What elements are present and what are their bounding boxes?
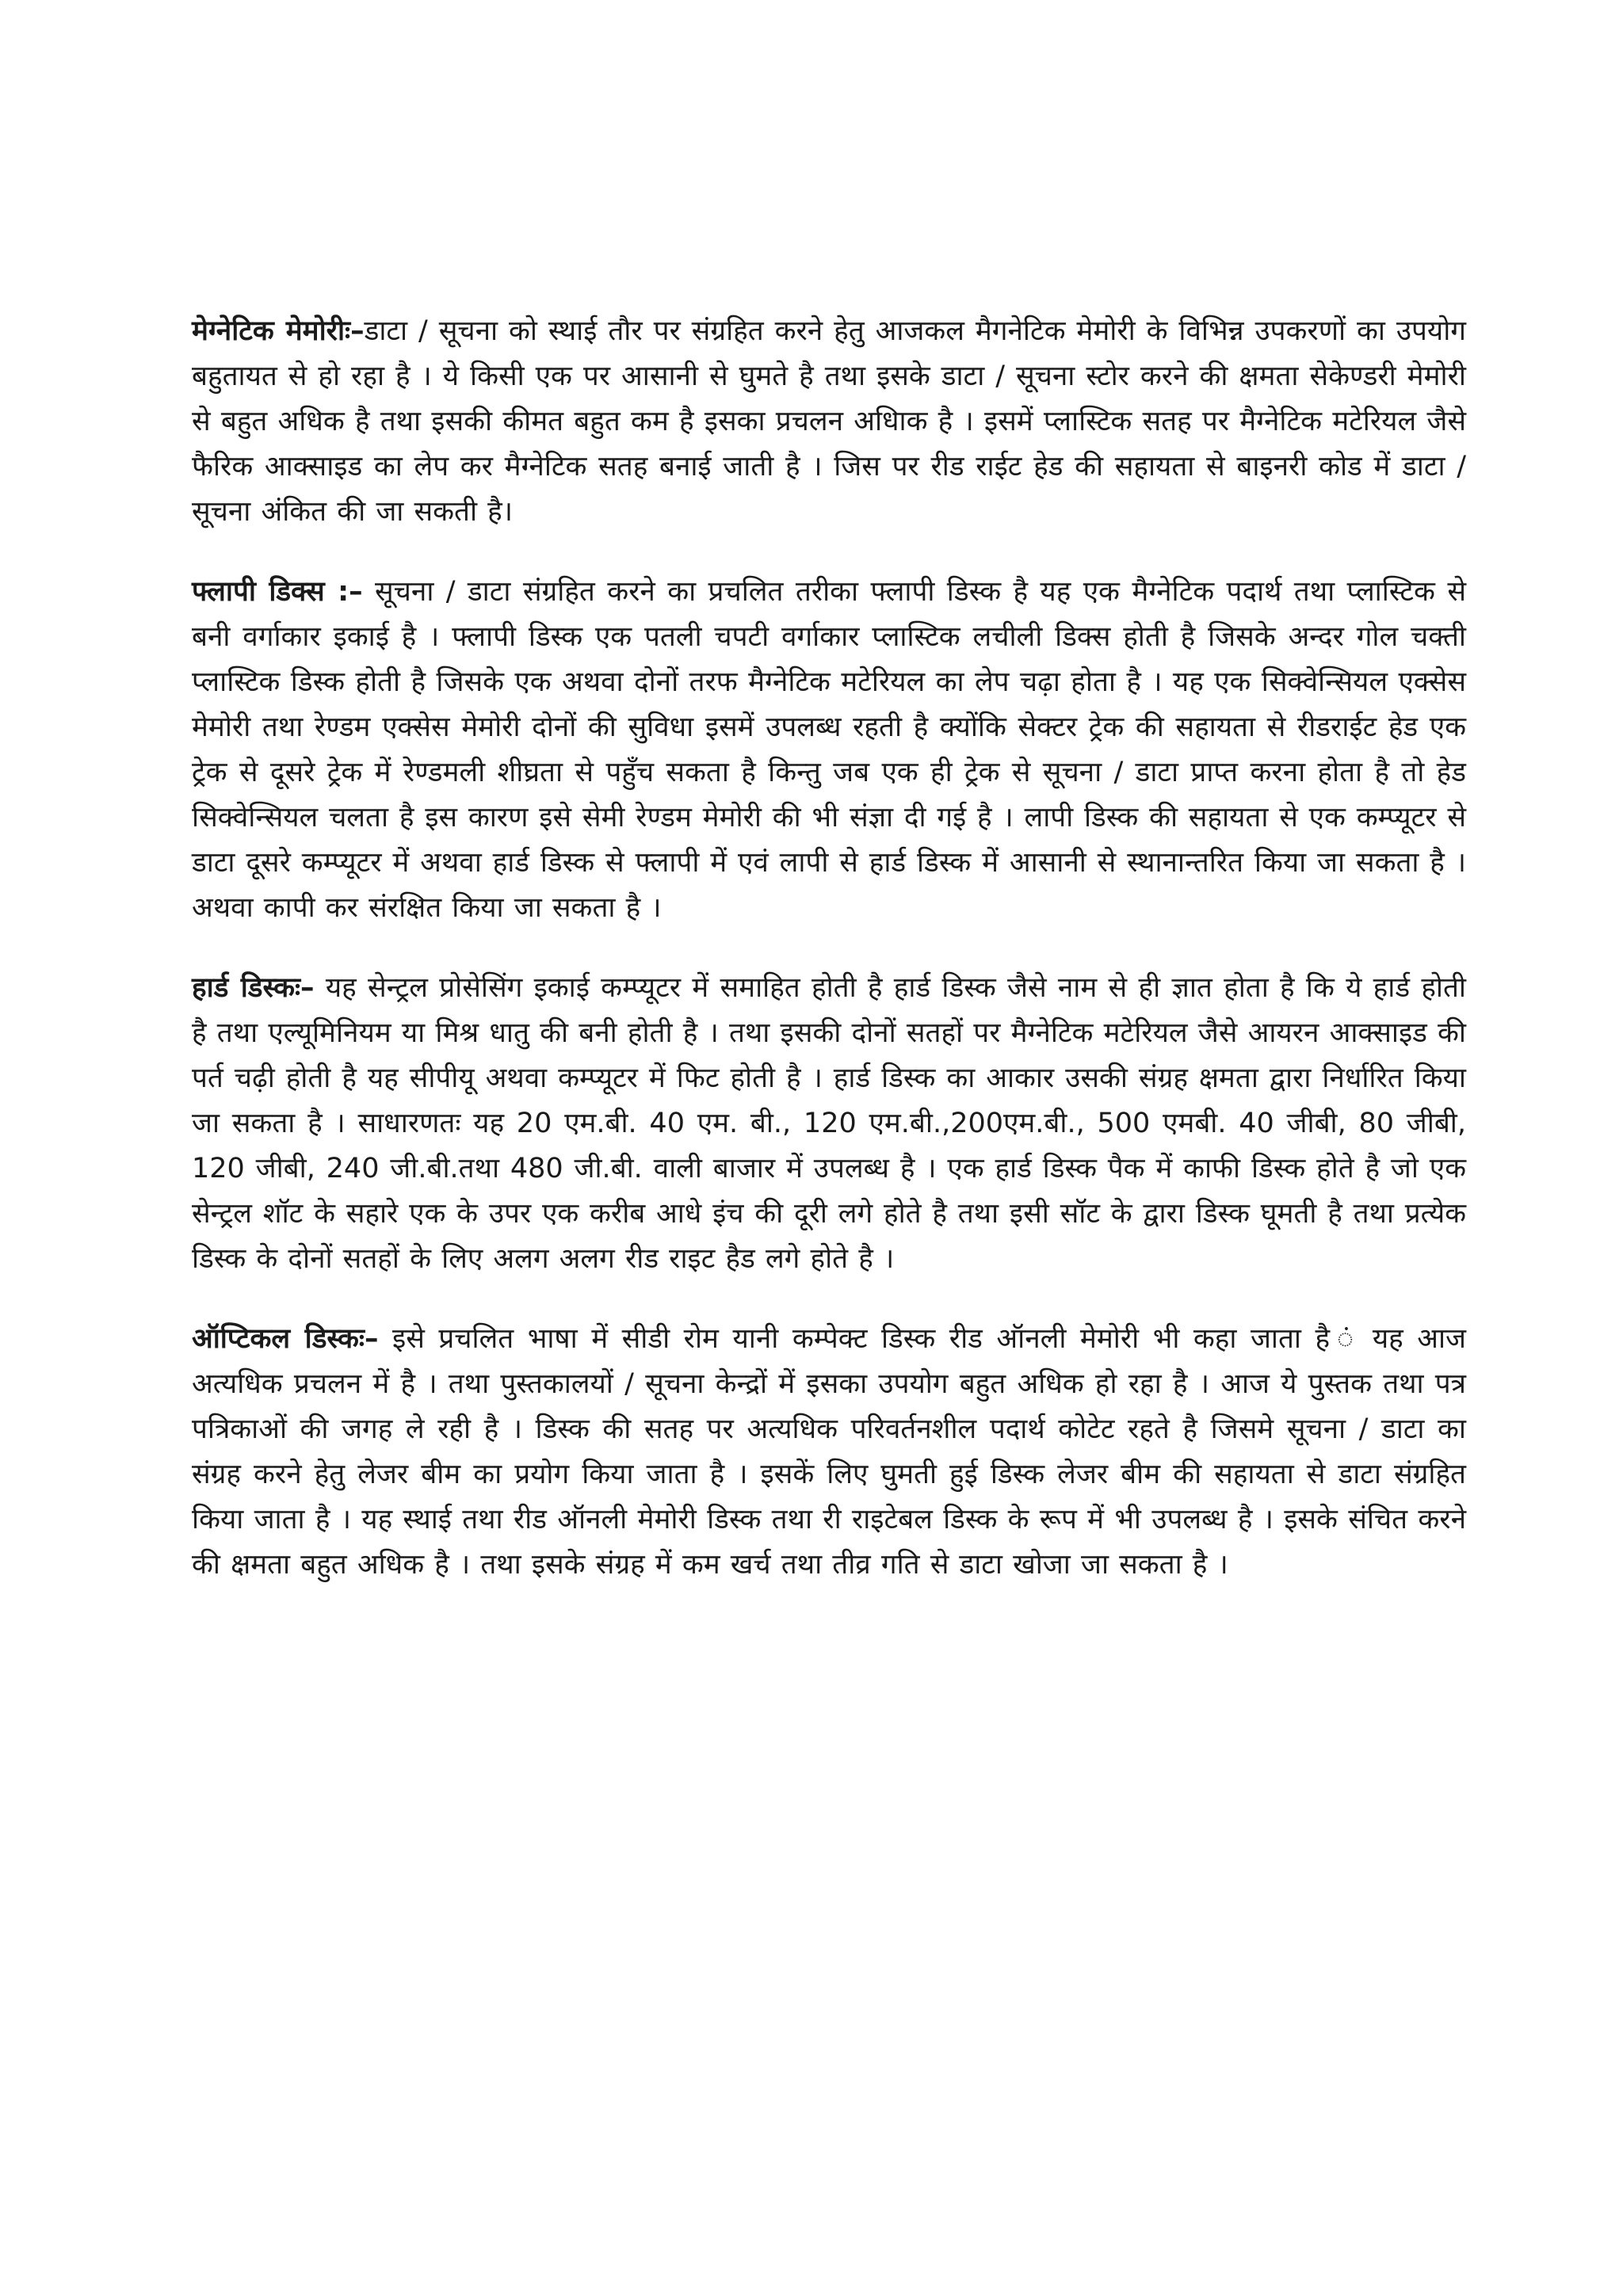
- hard-disk-body: यह सेन्ट्रल प्रोसेसिंग इकाई कम्प्यूटर में समाहित होती है हार्ड डिस्क जैसे नाम से ही ज्ञात होता है कि ये हार्ड होती है तथा एल्यूमिनियम या मिश्र धातु की बनी होती है । तथा इसकी दोनों सतहों पर मैग्नेटिक मटेरियल जैसे आयरन आक्साइड की पर्त चढ़ी होती है यह सीपीयू अथवा कम्प्यूटर में फिट होती है । हार्ड डिस्क का आकार उसकी संग्रह क्षमता द्वारा निर्धारित किया जा सकता है । साधारणतः यह 20 एम.बी. 40 एम. बी., 120 एम.बी.,200एम.बी., 500 एमबी. 40 जीबी, 80 जीबी, 120 जीबी, 240 जी.बी.तथा 480 जी.बी. वाली बाजार में उपलब्ध है । एक हार्ड डिस्क पैक में काफी डिस्क होते है जो एक सेन्ट्रल शॉट के सहारे एक के उपर एक करीब आधे इंच की दूरी लगे होते है तथा इसी सॉट के द्वारा डिस्क घूमती है तथा प्रत्येक डिस्क के दोनों सतहों के लिए अलग अलग रीड राइट हैड लगे होते है ।: [192, 972, 1466, 1275]
- floppy-disk-body: सूचना / डाटा संग्रहित करने का प्रचलित तरीका फ्लापी डिस्क है यह एक मैग्नेटिक पदार्थ तथा प्लास्टिक से बनी वर्गाकार इकाई है । फ्लापी डिस्क एक पतली चपटी वर्गाकार प्लास्टिक लचीली डिक्स होती है जिसके अन्दर गोल चक्ती प्लास्टिक डिस्क होती है जिसके एक अथवा दोनों तरफ मैग्नेटिक मटेरियल का लेप चढ़ा होता है । यह एक सिक्वेन्सियल एक्सेस मेमोरी तथा रेण्डम एक्सेस मेमोरी दोनों की सुविधा इसमें उपलब्ध रहती है क्योंकि सेक्टर ट्रेक की सहायता से रीडराईट हेड एक ट्रेक से दूसरे ट्रेक में रेण्डमली शीघ्रता से पहुँच सकता है किन्तु जब एक ही ट्रेक से सूचना / डाटा प्राप्त करना होता है तो हेड सिक्वेन्सियल चलता है इस कारण इसे सेमी रेण्डम मेमोरी की भी संज्ञा दी गई है । लापी डिस्क की सहायता से एक कम्प्यूटर से डाटा दूसरे कम्प्यूटर में अथवा हार्ड डिस्क से फ्लापी में एवं लापी से हार्ड डिस्क में आसानी से स्थानान्तरित किया जा सकता है । अथवा कापी कर संरक्षित किया जा सकता है ।: [192, 576, 1466, 924]
- magnetic-memory-paragraph: [192, 309, 1466, 535]
- hard-disk-paragraph: [192, 966, 1466, 1282]
- optical-disk-body: इसे प्रचलित भाषा में सीडी रोम यानी कम्पेक्ट डिस्क रीड ऑनली मेमोरी भी कहा जाता है ं यह आज अत्यधिक प्रचलन में है । तथा पुस्तकालयों / सूचना केन्द्रों में इसका उपयोग बहुत अधिक हो रहा है । आज ये पुस्तक तथा पत्र पत्रिकाओं की जगह ले रही है । डिस्क की सतह पर अत्यधिक परिवर्तनशील पदार्थ कोटेट रहते है जिसमे सूचना / डाटा का संग्रह करने हेतु लेजर बीम का प्रयोग किया जाता है । इसकें लिए घुमती हुई डिस्क लेजर बीम की सहायता से डाटा संग्रहित किया जाता है । यह स्थाई तथा रीड ऑनली मेमोरी डिस्क तथा री राइटेबल डिस्क के रूप में भी उपलब्ध है । इसके संचित करने की क्षमता बहुत अधिक है । तथा इसके संग्रह में कम खर्च तथा तीव्र गति से डाटा खोजा जा सकता है ।: [192, 1323, 1466, 1581]
- floppy-disk-paragraph: [192, 570, 1466, 931]
- floppy-disk-heading: फ्लापी डिक्स :–: [192, 576, 363, 608]
- optical-disk-heading: ऑप्टिकल डिस्कः–: [192, 1323, 379, 1355]
- document-page: [192, 309, 1466, 1623]
- hard-disk-heading: हार्ड डिस्कः–: [192, 972, 315, 1004]
- magnetic-memory-heading: मेग्नेटिक मेमोरीः–: [192, 315, 365, 347]
- optical-disk-paragraph: [192, 1317, 1466, 1588]
- magnetic-memory-body: डाटा / सूचना को स्थाई तौर पर संग्रहित करने हेतु आजकल मैगनेटिक मेमोरी के विभिन्न उपकरणों का उपयोग बहुतायत से हो रहा है । ये किसी एक पर आसानी से घुमते है तथा इसके डाटा / सूचना स्टोर करने की क्षमता सेकेण्डरी मेमोरी से बहुत अधिक है तथा इसकी कीमत बहुत कम है इसका प्रचलन अधिाक है । इसमें प्लास्टिक सतह पर मैग्नेटिक मटेरियल जैसे फैरिक आक्साइड का लेप कर मैग्नेटिक सतह बनाई जाती है । जिस पर रीड राईट हेड की सहायता से बाइनरी कोड में डाटा / सूचना अंकित की जा सकती है।: [192, 315, 1466, 528]
